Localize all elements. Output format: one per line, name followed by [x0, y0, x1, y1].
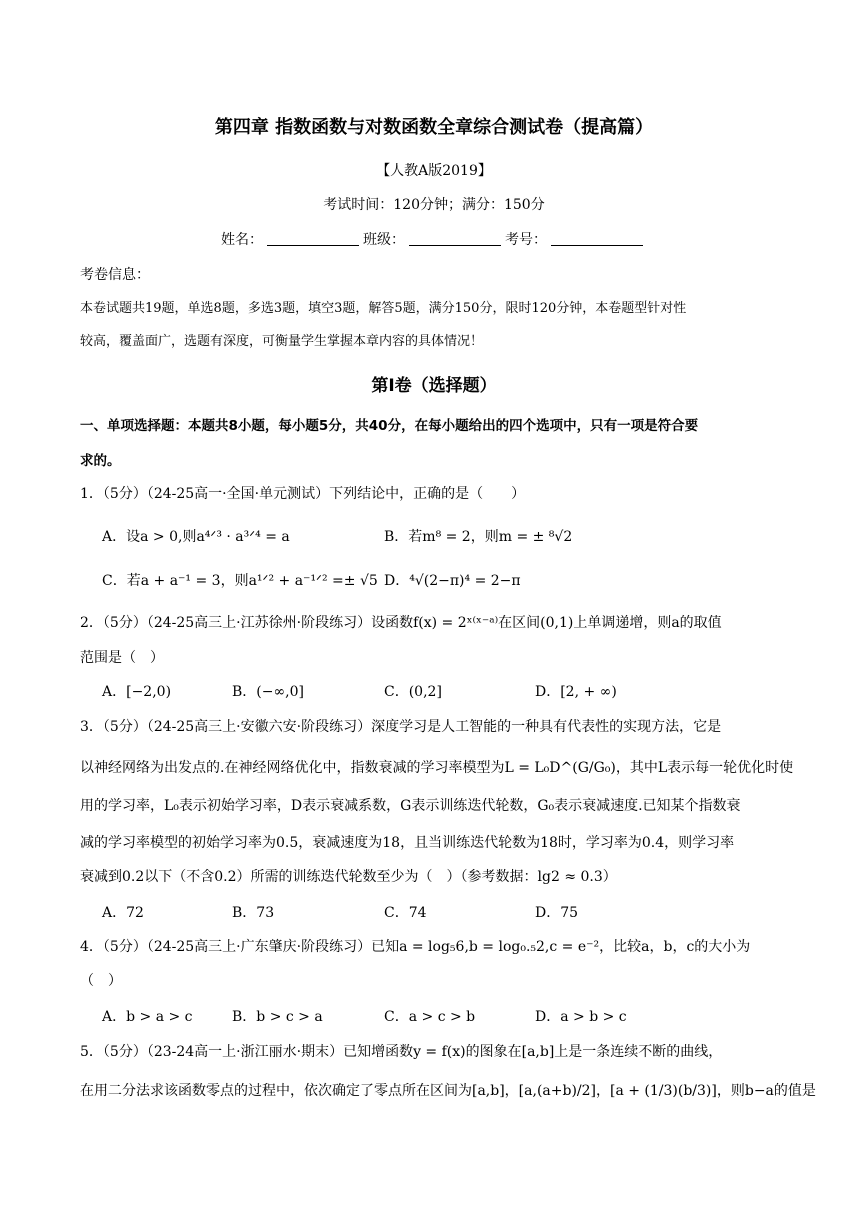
q1-option-d[interactable]: D．⁴√(2−π)⁴ = 2−π — [384, 573, 521, 589]
q3-option-a[interactable]: A．72 — [102, 905, 144, 921]
part1-line-2: 求的。 — [80, 453, 121, 469]
q4-line-1: 4．（5分）（24-25高三上·广东肇庆·阶段练习）已知a = log₅6,b = log₀.₅2,c = e⁻²，比较a，b，c的大小为 — [80, 939, 751, 955]
q1-stem: 1．（5分）（24-25高一·全国·单元测试）下列结论中，正确的是（ ） — [80, 486, 526, 502]
q3-line-4: 减的学习率模型的初始学习率为0.5，衰减速度为18，且当训练迭代轮数为18时，学习率为0.4，则学习率 — [80, 835, 735, 851]
exam-time-info: 考试时间：120分钟；满分：150分 — [323, 197, 545, 213]
q1-option-c[interactable]: C．若a + a⁻¹ = 3，则a¹ᐟ² + a⁻¹ᐟ² =± √5 — [102, 573, 378, 589]
q4-option-a[interactable]: A．b > a > c — [102, 1009, 193, 1025]
name-label: 姓名： — [221, 232, 263, 248]
section-title: 第Ⅰ卷（选择题） — [371, 376, 497, 396]
name-blank[interactable] — [267, 231, 359, 246]
q2-line-1: 2．（5分）（24-25高三上·江苏徐州·阶段练习）设函数f(x) = 2ˣ⁽ˣ⁻ᵃ⁾在区间(0,1)上单调递增，则a的取值 — [80, 615, 722, 631]
q3-option-b[interactable]: B．73 — [232, 905, 275, 921]
info-label: 考卷信息： — [80, 267, 150, 283]
class-label: 班级： — [363, 232, 405, 248]
q3-line-1: 3．（5分）（24-25高三上·安徽六安·阶段练习）深度学习是人工智能的一种具有代表性的实现方法，它是 — [80, 719, 722, 735]
number-label: 考号： — [505, 232, 547, 248]
q2-option-b[interactable]: B．(−∞,0] — [232, 684, 304, 700]
edition-label: 【人教A版2019】 — [376, 163, 492, 179]
number-blank[interactable] — [551, 231, 643, 246]
info-line-1: 本卷试题共19题，单选8题，多选3题，填空3题，解答5题，满分150分，限时120分钟，本卷题型针对性 — [80, 301, 687, 316]
q4-option-b[interactable]: B．b > c > a — [232, 1009, 323, 1025]
student-info-line — [0, 229, 868, 249]
q2-option-c[interactable]: C．(0,2] — [384, 684, 442, 700]
q3-line-5: 衰减到0.2以下（不含0.2）所需的训练迭代轮数至少为（ ）（参考数据：lg2 ≈ 0.3） — [80, 869, 617, 885]
q2-option-d[interactable]: D．[2, + ∞) — [535, 684, 617, 700]
q4-option-c[interactable]: C．a > c > b — [384, 1009, 476, 1025]
q3-line-3: 用的学习率，L₀表示初始学习率，D表示衰减系数，G表示训练迭代轮数，G₀表示衰减速度.已知某个指数衰 — [80, 798, 741, 814]
q4-option-d[interactable]: D．a > b > c — [535, 1009, 627, 1025]
q4-line-2: （ ） — [80, 973, 122, 989]
info-line-2: 较高，覆盖面广，选题有深度，可衡量学生掌握本章内容的具体情况！ — [80, 334, 484, 349]
q5-line-2: 在用二分法求该函数零点的过程中，依次确定了零点所在区间为[a,b]，[a,(a+b)/2]，[a + (1/3)(b/3)]，则b−a的值是 — [80, 1083, 816, 1099]
class-blank[interactable] — [409, 231, 501, 246]
q2-option-a[interactable]: A．[−2,0) — [102, 684, 172, 700]
q3-line-2: 以神经网络为出发点的.在神经网络优化中，指数衰减的学习率模型为L = L₀D^(G/G₀)，其中L表示每一轮优化时使 — [80, 760, 794, 776]
q3-option-c[interactable]: C．74 — [384, 905, 427, 921]
q1-option-b[interactable]: B．若m⁸ = 2，则m = ± ⁸√2 — [384, 529, 573, 545]
q2-line-2: 范围是（ ） — [80, 650, 164, 666]
q3-option-d[interactable]: D．75 — [535, 905, 579, 921]
part1-line-1: 一、单项选择题：本题共8小题，每小题5分，共40分，在每小题给出的四个选项中，只有一项是符合要 — [80, 418, 699, 434]
q1-option-a[interactable]: A．设a > 0,则a⁴ᐟ³ · a³ᐟ⁴ = a — [102, 529, 290, 545]
q5-line-1: 5．（5分）（23-24高一上·浙江丽水·期末）已知增函数y = f(x)的图象在[a,b]上是一条连续不断的曲线， — [80, 1044, 723, 1060]
page-title: 第四章 指数函数与对数函数全章综合测试卷（提高篇） — [214, 117, 654, 138]
